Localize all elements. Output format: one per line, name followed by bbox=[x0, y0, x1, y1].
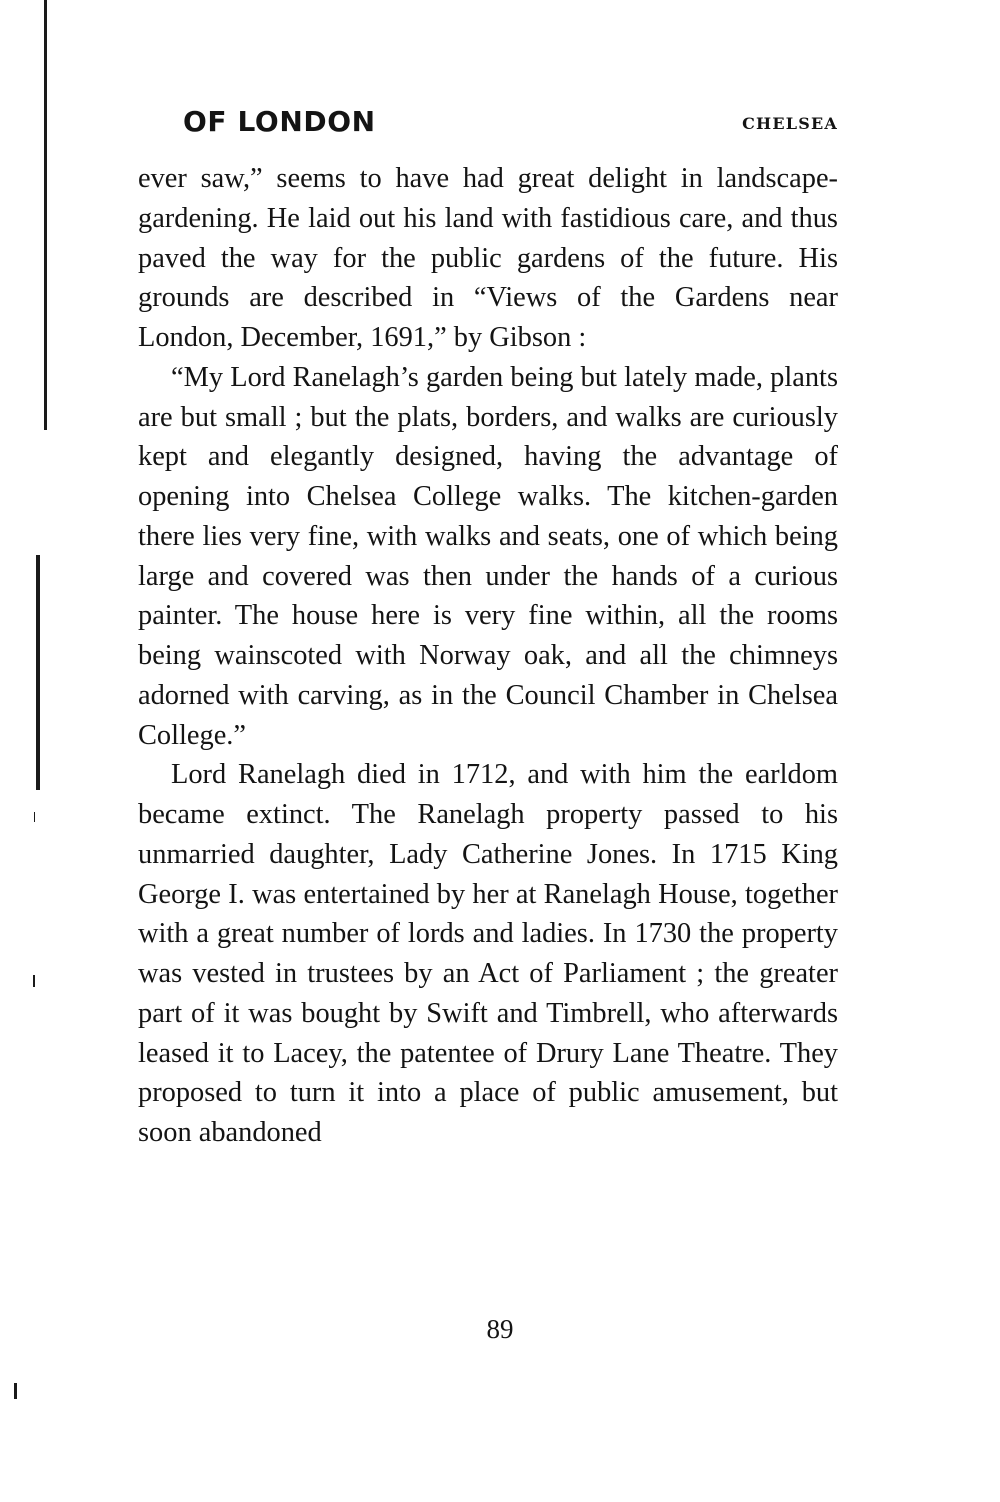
paragraph: Lord Ranelagh died in 1712, and with him the earldom became extinct. The Ranelagh property passed to his unmarried daughter, Lady Catherine Jones. In 1715 King George I. was entertained by her at Ranelagh House, together with a great number of lords and ladies. In 1730 the property was vested in trustees by an Act of Parliament ; the greater part of it was bought by Swift and Timbrell, who afterwards leased it to Lacey, the patentee of Drury Lane Theatre. They proposed to turn it into a place of public amusement, but soon abandoned bbox=[138, 759, 838, 1148]
paragraph: “My Lord Ranelagh’s garden being but lately made, plants are but small ; but the plats, borders, and walks are curiously kept and elegantly designed, having the advantage of opening into Chelsea College walks. The kitchen-garden there lies very fine, with walks and seats, one of which being large and covered was then under the hands of a curious painter. The house here is very fine within, all the rooms being wainscoted with Norway oak, and all the chimneys adorned with carving, as in the Council Chamber in Chelsea College.” bbox=[138, 361, 838, 751]
scan-edge-mark bbox=[34, 812, 35, 822]
body-text bbox=[138, 159, 838, 1153]
scan-edge-mark bbox=[44, 0, 47, 430]
header-title: OF LONDON bbox=[183, 105, 376, 138]
paragraph: ever saw,” seems to have had great delight in landscape-gardening. He laid out his land with fastidious care, and thus paved the way for the public gardens of the future. His grounds are described in “Views of the Gardens near London, December, 1691,” by Gibson : bbox=[138, 163, 838, 353]
scan-edge-mark bbox=[36, 555, 40, 790]
scan-edge-mark bbox=[33, 975, 35, 987]
header-section: CHELSEA bbox=[742, 114, 838, 133]
running-header bbox=[183, 105, 838, 145]
page-number: 89 bbox=[486, 1314, 514, 1344]
scan-edge-mark bbox=[14, 1383, 17, 1399]
